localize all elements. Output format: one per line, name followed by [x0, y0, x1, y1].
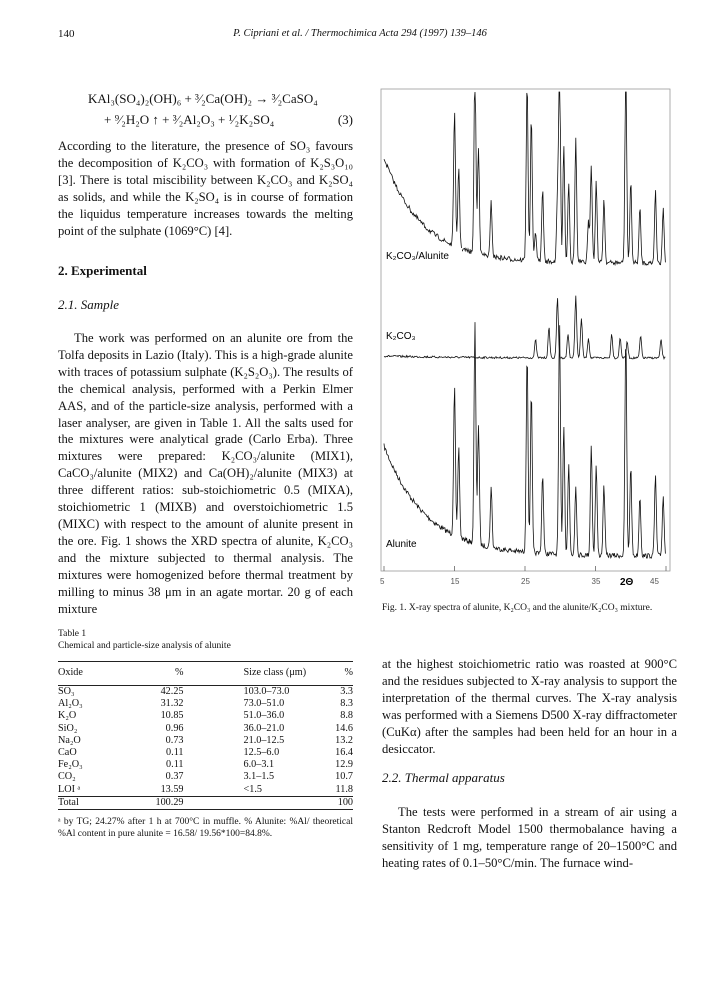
- cell-size-class: 12.5–6.0: [243, 747, 280, 759]
- figure-1-xrd-spectra: [380, 88, 672, 593]
- intro-paragraph: According to the literature, the presence of SO₃ favours the decomposition of K₂CO₃ with formation of K₂S₃O₁₀ [3]. There is total miscibility between K₂CO₃ and K₂SO₄ as solids, and while the K₂SO₄ is in course of formation the liquidus temperature increases towards the melting point of the sulphate (1069°C) [4].: [58, 139, 353, 238]
- cell-size-class: <1.5: [243, 783, 262, 795]
- trace-k2co3-alunite: [384, 92, 665, 265]
- cell-percent: 31.32: [160, 698, 184, 710]
- cell-oxide: Al₂O₃: [58, 698, 83, 710]
- table-header-oxide: Oxide: [58, 666, 83, 678]
- cell-size-percent: 10.7: [335, 771, 353, 783]
- cell-oxide: Na₂O: [58, 734, 81, 746]
- cell-size-class: 73.0–51.0: [243, 698, 285, 710]
- intro-paragraph-block: [58, 138, 353, 239]
- x-tick-label: 25: [521, 577, 530, 586]
- cell-oxide: CaO: [58, 747, 77, 759]
- cell-size-percent: 13.2: [335, 734, 353, 746]
- x-tick-label: 5: [380, 577, 385, 586]
- cell-size-class: 36.0–21.0: [243, 722, 285, 734]
- cell-oxide: Fe₂O₃: [58, 759, 83, 771]
- table-row: [58, 698, 353, 710]
- table-header-size-class: Size class (μm): [243, 666, 307, 678]
- table-row: [58, 784, 353, 797]
- table-label: Table 1: [58, 629, 87, 639]
- cell-size-class: [214, 796, 336, 809]
- equation-line-2: + ⁹⁄₂H₂O ↑ + ³⁄₂Al₂O₃ + ¹⁄₂K₂SO₄: [104, 112, 275, 127]
- label-alunite: Alunite: [386, 539, 417, 550]
- cell-size-percent: 8.8: [340, 710, 353, 722]
- table-row: [58, 759, 353, 771]
- cell-oxide: LOI ᵃ: [58, 783, 81, 795]
- cell-size-class: 21.0–12.5: [243, 734, 285, 746]
- table-row: [58, 735, 353, 747]
- equation-3: [88, 88, 353, 130]
- table-row: [58, 723, 353, 735]
- right-paragraph-2: The tests were performed in a stream of air using a Stanton Redcroft Model 1500 thermobalance having a sensitivity of 1 mg, temperature range of 20–1500°C and heating rates of 0.1–50°C/min. The furnace wind-: [382, 805, 677, 870]
- table-row: [58, 771, 353, 783]
- table-footnote: ᵃ by TG; 24.27% after 1 h at 700°C in muffle. % Alunite: %Al/ theoretical %Al content in pure alunite = 16.58/ 19.56*100=84.8%.: [58, 817, 353, 840]
- running-head: P. Cipriani et al. / Thermochimica Acta 294 (1997) 139–146: [233, 28, 487, 39]
- cell-size-percent: 8.3: [340, 698, 353, 710]
- sample-paragraph: The work was performed on an alunite ore from the Tolfa deposits in Lazio (Italy). This is a high-grade alunite with traces of potassium sulphate (K₂S₂O₃). The results of the chemical analysis, performed with a Perkin Elmer AAS, and of the particle-size analysis, performed with a laser analyser, are given in Table 1. All the salts used for the mixtures were analytical grade (Carlo Erba). Three mixtures were prepared: K₂CO₃/alunite (MIX1), CaCO₃/alunite (MIX2) and Ca(OH)₂/alunite (MIX3) at three different ratios: sub-stoichiometric 0.5 (MIXA), stoichiometric 1 (MIXB) and overstoichiometric 1.5 (MIXC) with respect to the amount of alunite present in the ore. Fig. 1 shows the XRD spectra of alunite, K₂CO₃ and the mixture subjected to thermal analysis. The mixtures were homogenized before thermal treatment by milling to minus 38 μm in an agate mortar. 20 g of each mixture: [58, 331, 353, 616]
- table-caption: Chemical and particle-size analysis of alunite: [58, 641, 231, 652]
- table-row: [58, 710, 353, 722]
- cell-percent: 0.73: [165, 734, 184, 746]
- x-tick-label: 15: [450, 577, 460, 586]
- figure-1-caption: Fig. 1. X-ray spectra of alunite, K₂CO₃ and the alunite/K₂CO₃ mixture.: [382, 603, 653, 613]
- cell-size-percent: 11.8: [335, 783, 353, 795]
- cell-size-percent: 12.9: [335, 759, 353, 771]
- cell-oxide: K₂O: [58, 710, 77, 722]
- table-1-grid: [58, 661, 353, 810]
- cell-size-class: 3.1–1.5: [243, 771, 275, 783]
- equation-number: (3): [337, 112, 353, 127]
- section-heading-experimental: 2. Experimental: [58, 263, 147, 278]
- trace-mix-line: [384, 92, 665, 265]
- label-k2co3: K₂CO₃: [386, 331, 416, 342]
- x-tick-label: 45: [650, 577, 659, 586]
- cell-percent: 0.11: [166, 759, 184, 771]
- x-tick-label: 35: [591, 577, 601, 586]
- cell-size-percent: 3.3: [340, 686, 353, 698]
- cell-oxide: CO₂: [58, 771, 76, 783]
- cell-percent: 100.29: [127, 796, 213, 809]
- cell-percent: 10.85: [160, 710, 184, 722]
- label-k2co3-alunite: K₂CO₃/Alunite: [386, 251, 449, 262]
- right-paragraph-2-block: [382, 804, 677, 872]
- right-paragraph-1-block: [382, 656, 677, 757]
- cell-percent: 0.96: [165, 722, 184, 734]
- cell-size-percent: 16.4: [335, 747, 353, 759]
- cell-oxide: SiO₂: [58, 722, 78, 734]
- table-header-percent: %: [175, 666, 184, 678]
- cell-size-class: 103.0–73.0: [243, 686, 290, 698]
- cell-size-class: 6.0–3.1: [243, 759, 275, 771]
- sample-paragraph-block: [58, 330, 353, 617]
- trace-k2co3-line: [384, 296, 665, 359]
- equation-line-1: KAl₃(SO₄)₂(OH)₆ + ³⁄₂Ca(OH)₂ → ³⁄₂CaSO₄: [88, 91, 318, 106]
- cell-oxide: SO₃: [58, 686, 75, 698]
- table-header-percent-size: %: [344, 666, 353, 678]
- right-paragraph-1: at the highest stoichiometric ratio was roasted at 900°C and the residues subjected to X-ray analysis to support the interpretation of the thermal curves. The X-ray analysis was performed with a Siemens D500 X-ray diffractometer (CuKα) after the samples had been held for an hour in a desiccator.: [382, 657, 677, 756]
- cell-size-class: 51.0–36.0: [243, 710, 285, 722]
- cell-percent: 42.25: [160, 686, 184, 698]
- subsection-heading-sample: 2.1. Sample: [58, 297, 120, 312]
- table-1: [58, 628, 353, 841]
- table-total-row: [58, 796, 353, 809]
- cell-percent: 13.59: [160, 783, 184, 795]
- cell-percent: 0.37: [165, 771, 184, 783]
- cell-percent: 0.11: [166, 747, 184, 759]
- subsection-heading-thermal-apparatus: 2.2. Thermal apparatus: [382, 770, 505, 785]
- page-number: 140: [58, 28, 75, 40]
- cell-oxide: Total: [58, 796, 127, 809]
- x-axis-label: 2Θ: [620, 577, 634, 588]
- table-row: [58, 686, 353, 699]
- table-header-row: [58, 661, 353, 685]
- cell-size-percent: 100: [335, 796, 353, 809]
- trace-k2co3: [384, 296, 665, 359]
- table-row: [58, 747, 353, 759]
- cell-size-percent: 14.6: [335, 722, 353, 734]
